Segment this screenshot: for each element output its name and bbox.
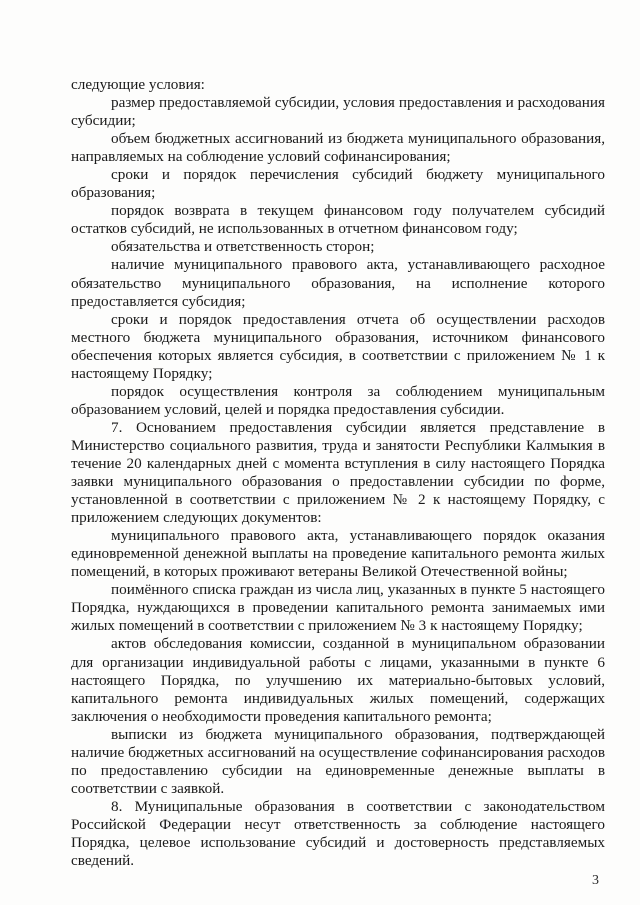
paragraph-named-list: поимённого списка граждан из числа лиц, указанных в пункте 5 настоящего Порядка, нуждающихся в проведении капитального ремонта занимаемых ими жилых помещений в соответствии с приложением № 3 к настоящему Порядку; (71, 581, 605, 635)
paragraph-transfer-terms: сроки и порядок перечисления субсидий бюджету муниципального образования; (71, 166, 605, 202)
paragraph-section-8: 8. Муниципальные образования в соответствии с законодательством Российской Федерации несут ответственность за соблюдение настоящего Порядка, целевое использование субсидий и достоверность представляемых сведений. (71, 797, 605, 870)
paragraph-legal-act: наличие муниципального правового акта, устанавливающего расходное обязательство муниципального образования, на исполнение которого предоставляется субсидия; (71, 256, 605, 310)
page-number: 3 (592, 873, 599, 888)
document-body (71, 76, 605, 870)
paragraph-inspection-acts: актов обследования комиссии, созданной в муниципальном образовании для организации индивидуальной работы с лицами, указанными в пункте 6 настоящего Порядка, по улучшению их материально-бытовых условий, капитального ремонта индивидуальных жилых помещений, содержащих заключения о необходимости проведения капитального ремонта; (71, 635, 605, 725)
paragraph-report-terms: сроки и порядок предоставления отчета об осуществлении расходов местного бюджета муниципального образования, источником финансового обеспечения которых является субсидия, в соответствии с приложением № 1 к настоящему Порядку; (71, 310, 605, 382)
paragraph-control-procedure: порядок осуществления контроля за соблюдением муниципальным образованием условий, целей и порядка предоставления субсидии. (71, 382, 605, 418)
paragraph-obligations: обязательства и ответственность сторон; (111, 238, 375, 256)
paragraph-return-procedure: порядок возврата в текущем финансовом году получателем субсидий остатков субсидий, не использованных в отчетном финансовом году; (71, 202, 605, 238)
paragraph-budget-extracts: выписки из бюджета муниципального образования, подтверждающей наличие бюджетных ассигнований на осуществление софинансирования расходов по предоставлению субсидии на единовременные денежные выплаты в соответствии с заявкой. (71, 725, 605, 797)
paragraph-budget-volume: объем бюджетных ассигнований из бюджета муниципального образования, направляемых на соблюдение условий софинансирования; (71, 130, 605, 166)
paragraph-section-7: 7. Основанием предоставления субсидии является представление в Министерство социального развития, труда и занятости Республики Калмыкия в течение 20 календарных дней с момента вступления в силу настоящего Порядка заявки муниципального образования о предоставлении субсидии по форме, установленной в соответствии с приложением № 2 к настоящему Порядку, с приложением следующих документов: (71, 418, 605, 527)
paragraph-conditions-intro: следующие условия: (71, 76, 205, 93)
paragraph-subsidy-size: размер предоставляемой субсидии, условия предоставления и расходования субсидии; (71, 94, 605, 130)
paragraph-legal-act-payment: муниципального правового акта, устанавливающего порядок оказания единовременной денежной выплаты на проведение капитального ремонта жилых помещений, в которых проживают ветераны Великой Отечественной войны; (71, 527, 605, 581)
